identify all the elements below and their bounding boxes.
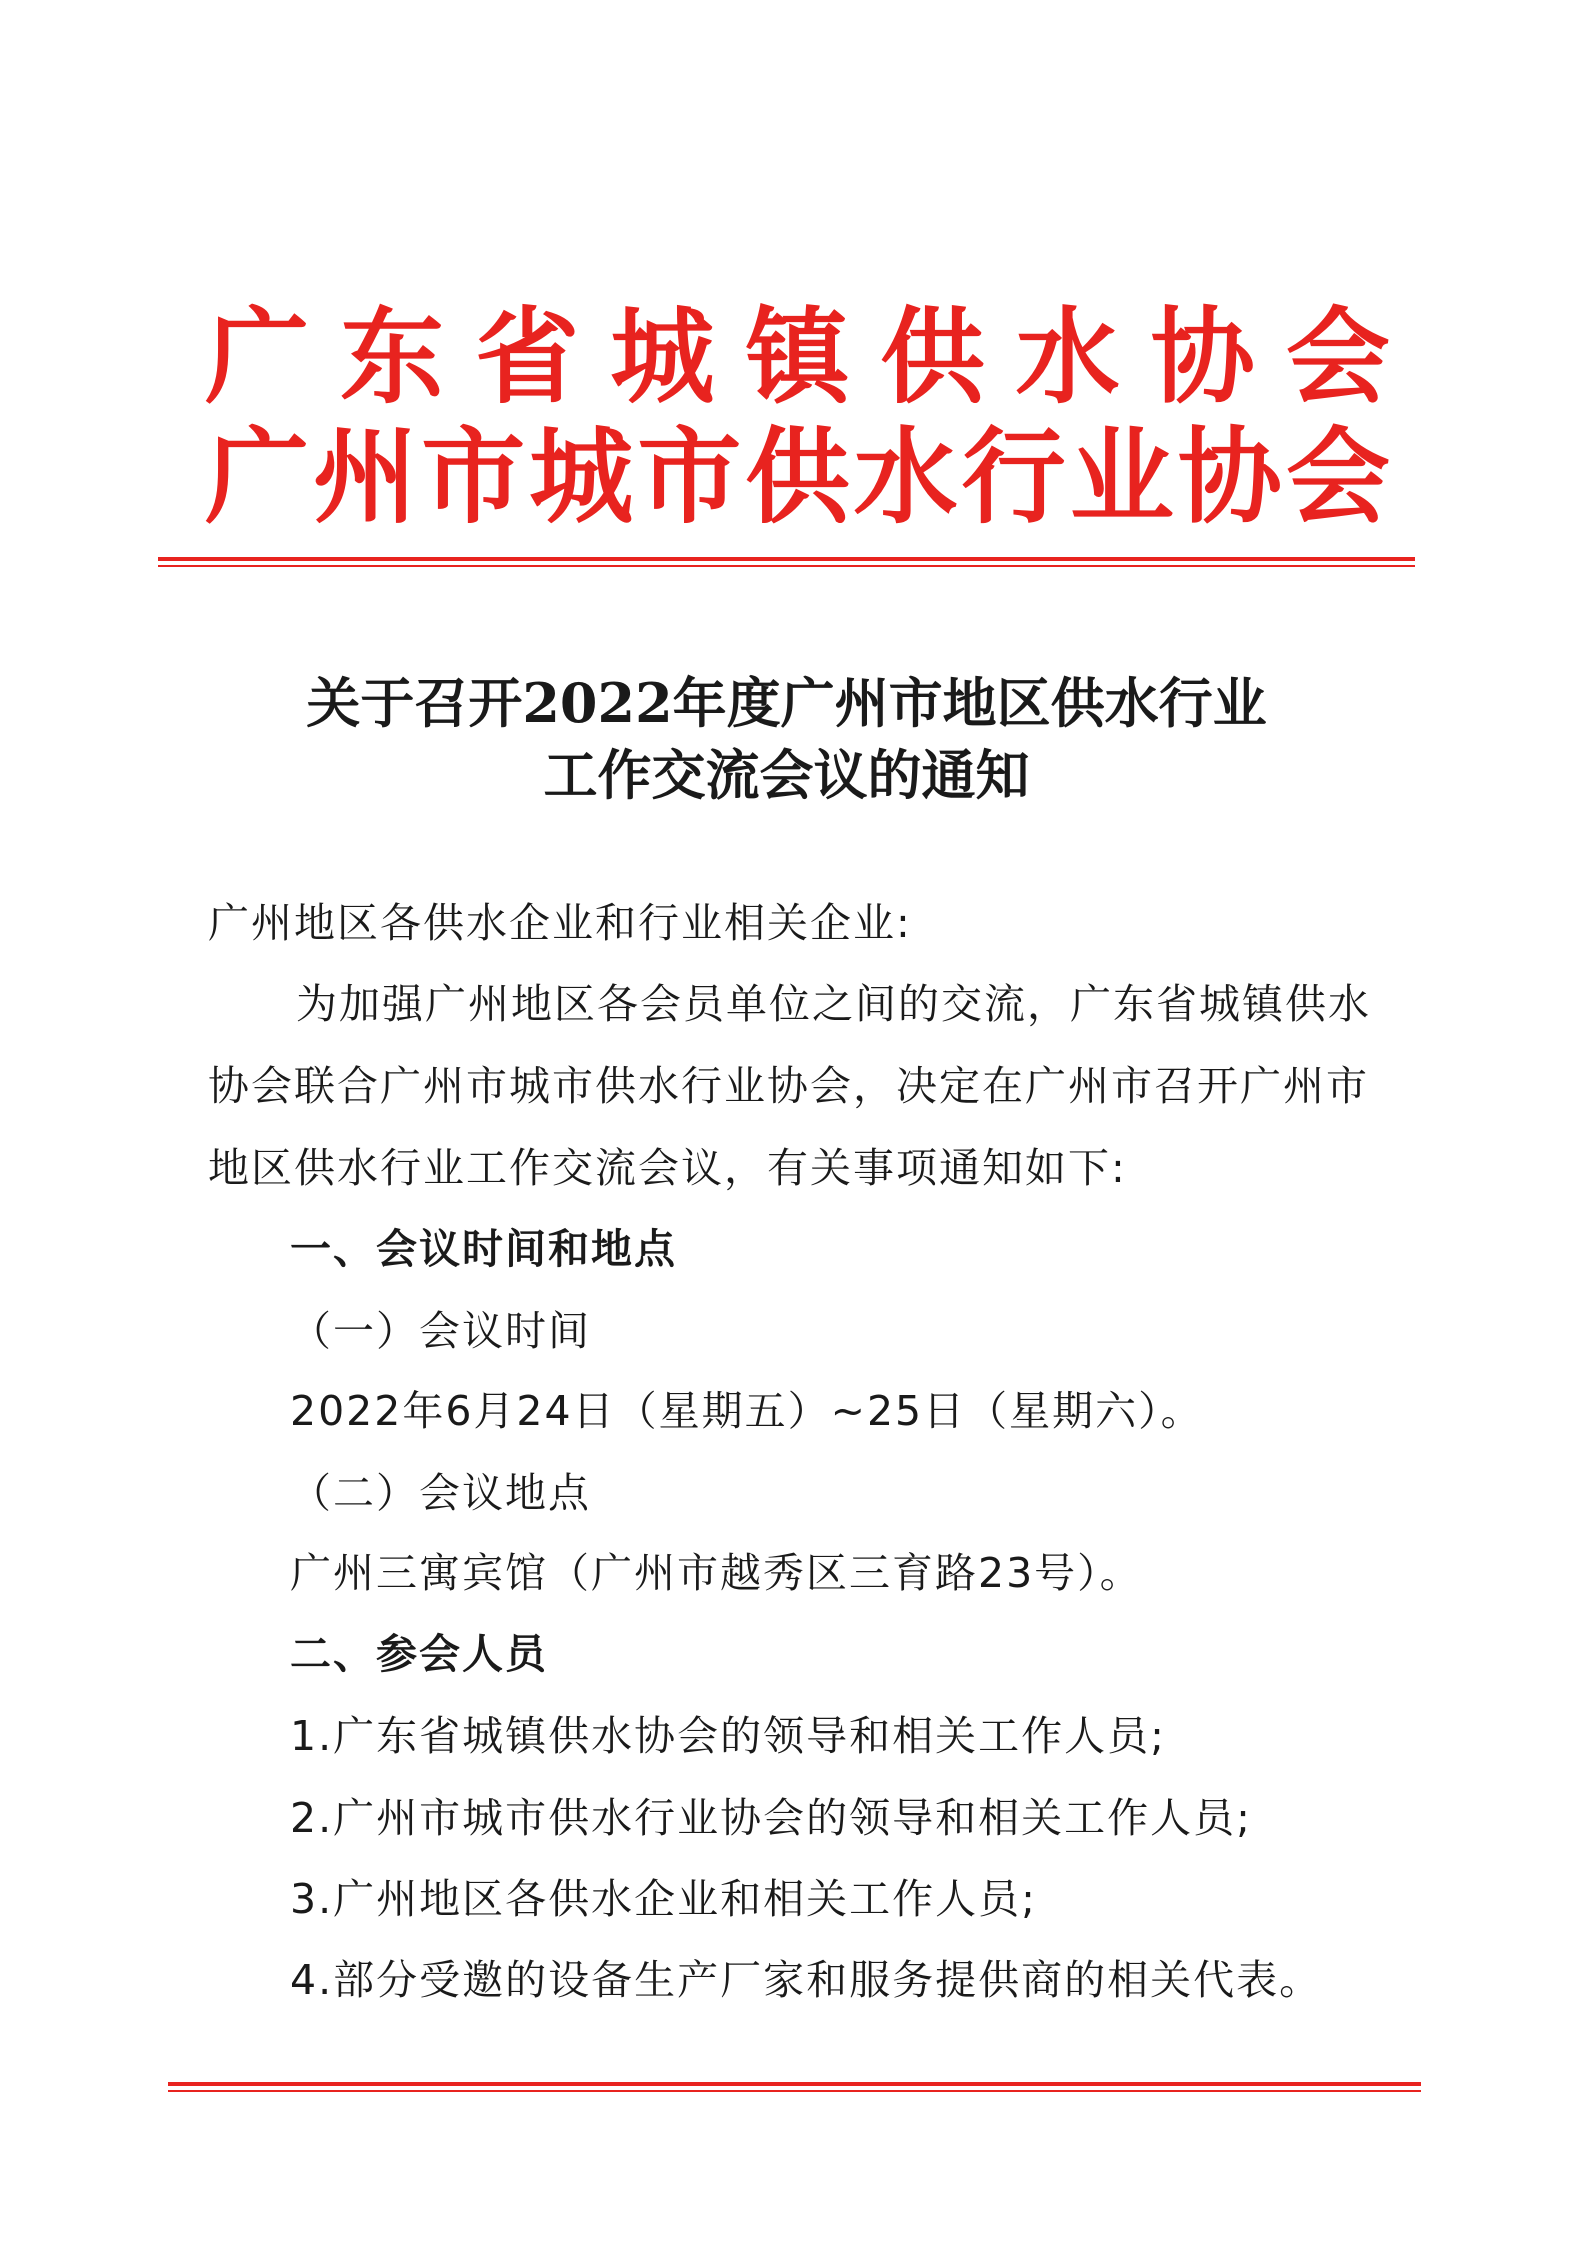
attendee-item-3: 3.广州地区各供水企业和相关工作人员; — [290, 1875, 1037, 1923]
letterhead-divider — [158, 557, 1415, 569]
attendee-item-2: 2.广州市城市供水行业协会的领导和相关工作人员; — [290, 1794, 1252, 1842]
document-title-line1: 关于召开2022年度广州市地区供水行业 — [306, 671, 1267, 735]
letterhead-guangdong-association: 广 东 省 城 镇 供 水 协 会 — [205, 295, 1390, 418]
footer-divider — [168, 2082, 1421, 2094]
letterhead-guangzhou-association: 广 州 市 城 市 供 水 行 业 协 会 — [205, 415, 1390, 538]
document-title-line2: 工作交流会议的通知 — [543, 743, 1030, 807]
salutation: 广州地区各供水企业和行业相关企业: — [208, 899, 912, 947]
subheading-meeting-place: （二）会议地点 — [290, 1469, 591, 1517]
attendee-item-4: 4.部分受邀的设备生产厂家和服务提供商的相关代表。 — [290, 1956, 1323, 2004]
section-heading-attendees: 二、参会人员 — [290, 1630, 548, 1678]
meeting-place-value: 广州三寓宾馆（广州市越秀区三育路23号）。 — [290, 1549, 1143, 1597]
section-heading-time-place: 一、会议时间和地点 — [290, 1225, 677, 1273]
attendee-item-1: 1.广东省城镇供水协会的领导和相关工作人员; — [290, 1712, 1166, 1760]
meeting-time-value: 2022年6月24日（星期五）~25日（星期六）。 — [290, 1387, 1204, 1435]
intro-paragraph-line2: 协 会 联 合 广 州 市 城 市 供 水 行 业 协 会 ， 决 定 在 广 州 市 召 开 广 州 市 — [208, 1062, 1369, 1110]
subheading-meeting-time: （一）会议时间 — [290, 1307, 591, 1355]
intro-paragraph-line3: 地区供水行业工作交流会议，有关事项通知如下: — [208, 1144, 1127, 1192]
intro-paragraph-line1: 为 加 强 广 州 地 区 各 会 员 单 位 之 间 的 交 流 ， 广 东 省 城 镇 供 水 — [296, 980, 1371, 1028]
